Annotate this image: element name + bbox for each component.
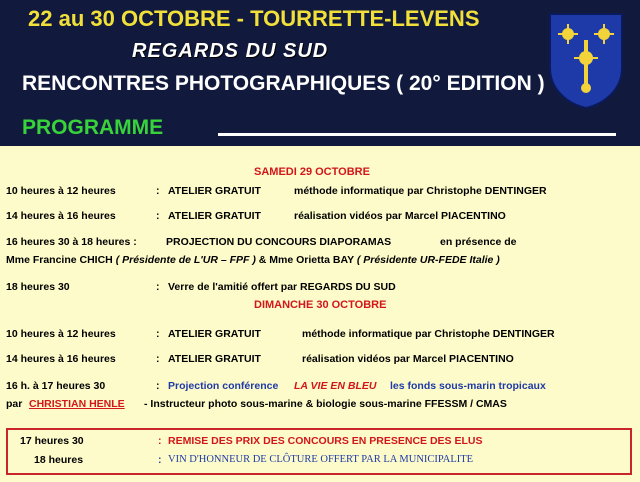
guest-1-role: ( Présidente de L'UR – FPF ) [115, 254, 259, 266]
conference-title: LA VIE EN BLEU [294, 380, 377, 392]
separator: : [156, 281, 160, 293]
workshop-label: ATELIER GRATUIT [168, 210, 261, 222]
workshop-desc: réalisation vidéos par Marcel PIACENTINO [302, 353, 514, 365]
guest-2: & Mme Orietta BAY [258, 254, 357, 266]
workshop-label: ATELIER GRATUIT [168, 328, 261, 340]
guest-1: Mme Francine CHICH [6, 254, 116, 266]
time: 18 heures [34, 454, 84, 466]
time: 14 heures à 16 heures [6, 210, 116, 222]
reception-desc: VIN D'HONNEUR DE CLÔTURE OFFERT PAR LA MUNICIPALITE [168, 454, 474, 465]
time: 10 heures à 12 heures [6, 328, 116, 340]
time: 17 heures 30 [20, 435, 84, 447]
aperitif-desc: Verre de l'amitié offert par REGARDS DU SUD [168, 281, 396, 293]
header-banner [0, 0, 640, 146]
header-rule [218, 133, 616, 136]
conference-subject: les fonds sous-marin tropicaux [390, 380, 546, 392]
saturday-guests [6, 254, 500, 266]
time: 18 heures 30 [6, 281, 70, 293]
separator: : [158, 435, 162, 447]
awards-desc: REMISE DES PRIX DES CONCOURS EN PRESENCE DES ELUS [168, 435, 483, 447]
saturday-title: SAMEDI 29 OCTOBRE [254, 166, 370, 178]
separator: : [156, 380, 160, 392]
separator: : [156, 185, 160, 197]
coat-of-arms-icon [546, 10, 626, 110]
workshop-desc: méthode informatique par Christophe DENTINGER [294, 185, 547, 197]
speaker-name: CHRISTIAN HENLE [29, 398, 125, 410]
separator: : [158, 454, 162, 466]
club-name: REGARDS DU SUD [132, 40, 329, 62]
time: 16 h. à 17 heures 30 [6, 380, 106, 392]
workshop-desc: méthode informatique par Christophe DENTINGER [302, 328, 555, 340]
by-label: par [6, 398, 23, 410]
time: 14 heures à 16 heures [6, 353, 116, 365]
event-name: RENCONTRES PHOTOGRAPHIQUES ( 20° EDITION ) [22, 72, 545, 95]
separator: : [156, 353, 160, 365]
speaker-desc: - Instructeur photo sous-marine & biologie sous-marine FFESSM / CMAS [144, 398, 507, 410]
time: 10 heures à 12 heures [6, 185, 116, 197]
workshop-label: ATELIER GRATUIT [168, 185, 261, 197]
event-dates-title: 22 au 30 OCTOBRE - TOURRETTE-LEVENS [28, 6, 480, 31]
conference-desc: Projection conférence [168, 380, 279, 392]
time: 16 heures 30 à 18 heures : [6, 236, 137, 248]
workshop-desc: réalisation vidéos par Marcel PIACENTINO [294, 210, 506, 222]
sunday-title: DIMANCHE 30 OCTOBRE [254, 299, 387, 311]
separator: : [156, 210, 160, 222]
separator: : [156, 328, 160, 340]
projection-label: PROJECTION DU CONCOURS DIAPORAMAS [166, 236, 392, 248]
programme-heading: PROGRAMME [22, 116, 164, 139]
projection-desc: en présence de [440, 236, 517, 248]
guest-2-role: ( Présidente UR-FEDE Italie ) [356, 254, 500, 266]
workshop-label: ATELIER GRATUIT [168, 353, 261, 365]
